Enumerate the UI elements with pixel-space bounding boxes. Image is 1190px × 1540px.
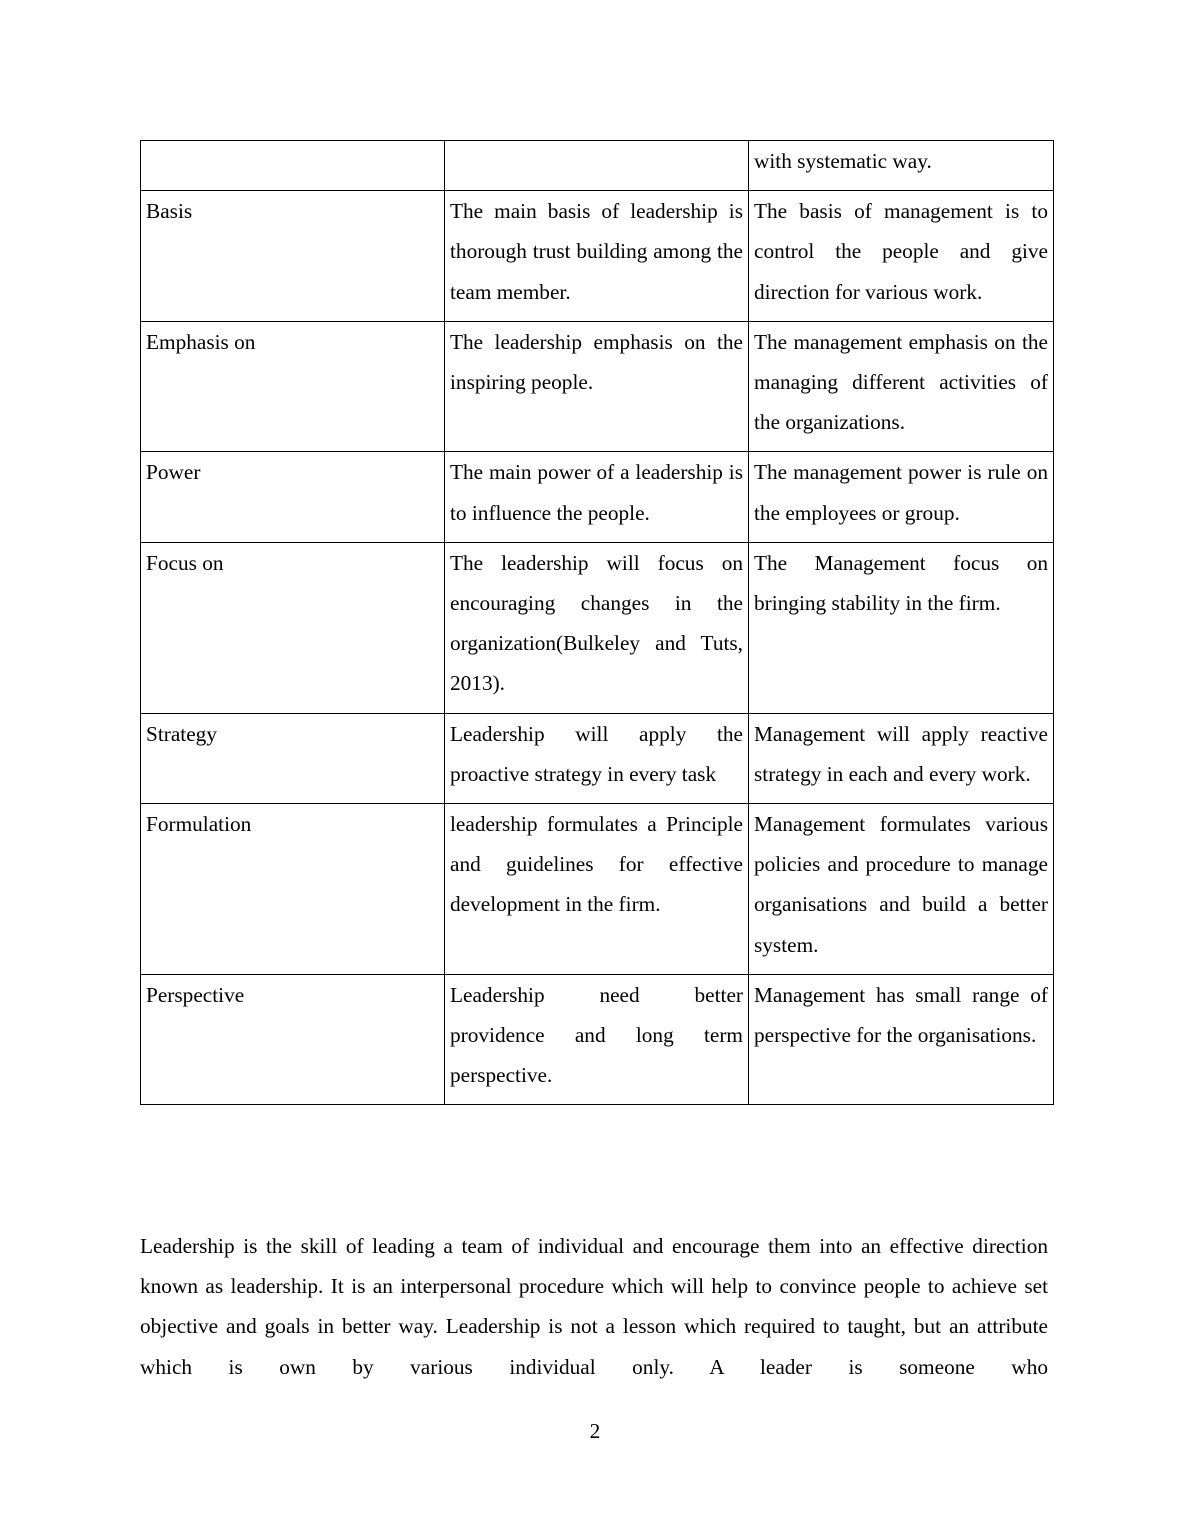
management-cell: The Management focus on bringing stability in the firm. xyxy=(749,542,1054,713)
leadership-cell: The main power of a leadership is to influence the people. xyxy=(445,452,749,542)
leadership-cell: Leadership will apply the proactive strategy in every task xyxy=(445,713,749,803)
table-row xyxy=(141,542,1054,713)
leadership-cell: Leadership need better providence and long term perspective. xyxy=(445,974,749,1105)
table-row xyxy=(141,804,1054,975)
criteria-cell xyxy=(141,141,445,191)
table-row xyxy=(141,321,1054,452)
management-cell: with systematic way. xyxy=(749,141,1054,191)
page-number: 2 xyxy=(589,1419,601,1443)
criteria-cell: Perspective xyxy=(141,974,445,1105)
body-paragraph: Leadership is the skill of leading a team of individual and encourage them into an effective direction known as leadership. It is an interpersonal procedure which will help to convince people to achieve set objective and goals in better way. Leadership is not a lesson which required to taught, but an attribute which is own by various individual only. A leader is someone who xyxy=(140,1234,1048,1379)
table-row xyxy=(141,452,1054,542)
leadership-cell: The main basis of leadership is thorough trust building among the team member. xyxy=(445,191,749,322)
management-cell: Management formulates various policies and procedure to manage organisations and build a better system. xyxy=(749,804,1054,975)
table-row xyxy=(141,191,1054,322)
leadership-cell xyxy=(445,141,749,191)
management-cell: Management will apply reactive strategy in each and every work. xyxy=(749,713,1054,803)
criteria-cell: Focus on xyxy=(141,542,445,713)
criteria-cell: Formulation xyxy=(141,804,445,975)
criteria-cell: Basis xyxy=(141,191,445,322)
table-row xyxy=(141,974,1054,1105)
criteria-cell: Power xyxy=(141,452,445,542)
leadership-cell: The leadership will focus on encouraging changes in the organization(Bulkeley and Tuts, 2013). xyxy=(445,542,749,713)
leadership-cell: The leadership emphasis on the inspiring people. xyxy=(445,321,749,452)
leadership-cell: leadership formulates a Principle and guidelines for effective development in the firm. xyxy=(445,804,749,975)
management-cell: Management has small range of perspective for the organisations. xyxy=(749,974,1054,1105)
management-cell: The basis of management is to control the people and give direction for various work. xyxy=(749,191,1054,322)
criteria-cell: Strategy xyxy=(141,713,445,803)
management-cell: The management emphasis on the managing different activities of the organizations. xyxy=(749,321,1054,452)
leadership-management-comparison-table xyxy=(140,140,1054,1105)
management-cell: The management power is rule on the employees or group. xyxy=(749,452,1054,542)
table-row xyxy=(141,141,1054,191)
criteria-cell: Emphasis on xyxy=(141,321,445,452)
table-row xyxy=(141,713,1054,803)
